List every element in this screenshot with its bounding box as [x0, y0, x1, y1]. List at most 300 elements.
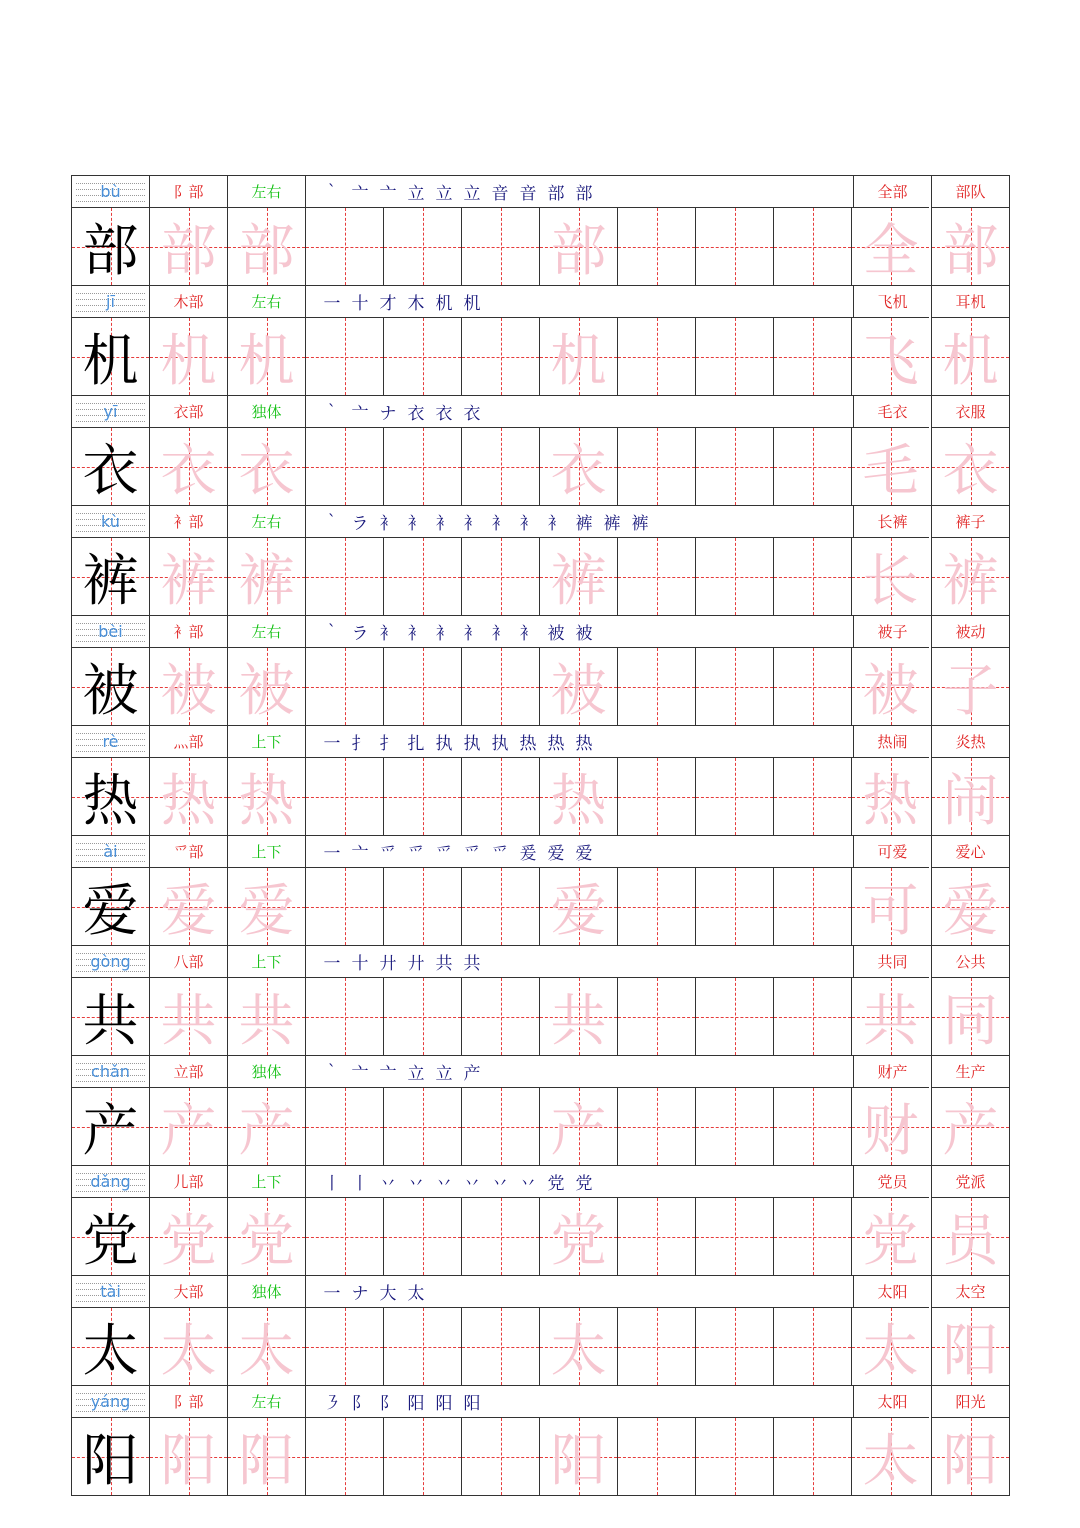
structure: 独体 [251, 1283, 282, 1301]
tianzige-box[interactable] [773, 1087, 851, 1165]
tianzige-box[interactable] [851, 427, 929, 505]
tianzige-box[interactable] [383, 1087, 461, 1165]
pinyin: rè [102, 732, 119, 751]
stroke-order [318, 506, 654, 537]
tianzige-box[interactable] [149, 207, 227, 285]
trace-character: 裤 [550, 548, 607, 614]
tianzige-box[interactable] [695, 867, 773, 945]
word-cell [931, 175, 1010, 207]
tianzige-box[interactable] [227, 647, 305, 725]
guide-line-vertical [423, 978, 424, 1055]
tianzige-box[interactable] [461, 1087, 539, 1165]
guide-line-vertical [501, 1088, 502, 1165]
tianzige-box[interactable] [695, 537, 773, 615]
stroke-step: 党 [547, 1174, 565, 1194]
tianzige-box[interactable] [617, 317, 695, 395]
stroke-step: 亠 [351, 184, 369, 204]
character-block [71, 1385, 1010, 1495]
tianzige-box[interactable] [227, 867, 305, 945]
word-cell [931, 1055, 1010, 1087]
tianzige-box[interactable] [931, 867, 1010, 945]
trace-word-character: 飞 [862, 328, 919, 394]
word-cell [853, 505, 931, 537]
structure-cell [227, 615, 305, 647]
trace-character: 产 [238, 1098, 295, 1164]
writing-grid-row [71, 1197, 1010, 1275]
word-cell [853, 175, 931, 207]
tianzige-box[interactable] [383, 1307, 461, 1385]
tianzige-box[interactable] [305, 427, 383, 505]
tianzige-box[interactable] [617, 1307, 695, 1385]
tianzige-box[interactable] [539, 537, 617, 615]
trace-character: 机 [550, 328, 607, 394]
pinyin-cell [71, 1055, 149, 1087]
stroke-step: ` [327, 511, 337, 532]
tianzige-box[interactable] [305, 867, 383, 945]
tianzige-box[interactable] [773, 537, 851, 615]
tianzige-box[interactable] [695, 1307, 773, 1385]
info-row [71, 1055, 1010, 1087]
tianzige-box[interactable] [305, 317, 383, 395]
radical-cell [149, 615, 227, 647]
stroke-order [318, 396, 486, 427]
word: 被动 [955, 623, 986, 641]
tianzige-box[interactable] [539, 1307, 617, 1385]
stroke-step: 党 [575, 1174, 593, 1194]
tianzige-box[interactable] [617, 1417, 695, 1495]
pinyin: bù [100, 182, 121, 201]
tianzige-box[interactable] [931, 317, 1010, 395]
tianzige-box[interactable] [149, 537, 227, 615]
tianzige-box[interactable] [617, 757, 695, 835]
stroke-step: 产 [463, 1064, 481, 1084]
info-row [71, 1165, 1010, 1197]
tianzige-box[interactable] [851, 1417, 929, 1495]
radical-cell [149, 1275, 227, 1307]
tianzige-box[interactable] [227, 1197, 305, 1275]
model-character: 热 [82, 768, 139, 834]
tianzige-box[interactable] [383, 1417, 461, 1495]
stroke-step: 阝 [379, 1394, 397, 1414]
stroke-step: 共 [435, 954, 453, 974]
pinyin-cell [71, 175, 149, 207]
tianzige-box[interactable] [461, 1307, 539, 1385]
tianzige-box[interactable] [931, 1197, 1010, 1275]
tianzige-box[interactable] [305, 1417, 383, 1495]
tianzige-box[interactable] [931, 207, 1010, 285]
tianzige-box[interactable] [539, 757, 617, 835]
tianzige-box[interactable] [617, 537, 695, 615]
tianzige-box[interactable] [695, 317, 773, 395]
tianzige-box[interactable] [227, 1417, 305, 1495]
stroke-step: 太 [407, 1284, 425, 1304]
tianzige-box[interactable] [383, 977, 461, 1055]
tianzige-box[interactable] [931, 647, 1010, 725]
structure-cell [227, 725, 305, 757]
tianzige-box[interactable] [149, 647, 227, 725]
structure-cell [227, 1385, 305, 1417]
writing-grid-row [71, 977, 1010, 1055]
word-cell [853, 1385, 931, 1417]
stroke-step: 丷 [407, 1174, 425, 1194]
tianzige-box[interactable] [227, 757, 305, 835]
tianzige-box[interactable] [227, 977, 305, 1055]
tianzige-box[interactable] [695, 977, 773, 1055]
tianzige-box[interactable] [773, 647, 851, 725]
structure-cell [227, 835, 305, 867]
tianzige-box[interactable] [461, 1197, 539, 1275]
stroke-step: 阳 [463, 1394, 481, 1414]
tianzige-box[interactable] [773, 867, 851, 945]
tianzige-box[interactable] [227, 427, 305, 505]
guide-line-vertical [735, 1308, 736, 1385]
trace-word-character: 党 [862, 1208, 919, 1274]
tianzige-box[interactable] [383, 317, 461, 395]
tianzige-box[interactable] [305, 977, 383, 1055]
stroke-step: 一 [323, 1284, 341, 1304]
stroke-order [318, 1386, 486, 1417]
stroke-step: 衣 [463, 404, 481, 424]
tianzige-box[interactable] [773, 1197, 851, 1275]
guide-line-vertical [345, 1308, 346, 1385]
tianzige-box[interactable] [305, 1087, 383, 1165]
info-row [71, 505, 1010, 537]
tianzige-box[interactable] [149, 1197, 227, 1275]
radical: 大部 [173, 1283, 204, 1301]
guide-line-vertical [735, 648, 736, 725]
tianzige-box[interactable] [851, 1197, 929, 1275]
tianzige-box[interactable] [695, 1417, 773, 1495]
stroke-step: 爫 [435, 844, 453, 864]
tianzige-box[interactable] [383, 427, 461, 505]
radical-cell [149, 1165, 227, 1197]
structure: 左右 [251, 513, 282, 531]
tianzige-box[interactable] [305, 207, 383, 285]
trace-word-character: 被 [862, 658, 919, 724]
tianzige-box[interactable] [931, 1307, 1010, 1385]
tianzige-box[interactable] [539, 977, 617, 1055]
guide-line-vertical [423, 208, 424, 285]
tianzige-box[interactable] [149, 757, 227, 835]
tianzige-box[interactable] [617, 867, 695, 945]
radical-cell [149, 1055, 227, 1087]
stroke-order [318, 836, 598, 867]
trace-word-character: 热 [862, 768, 919, 834]
writing-grid-row [71, 1417, 1010, 1495]
tianzige-box[interactable] [851, 207, 929, 285]
guide-line-vertical [423, 1198, 424, 1275]
stroke-order-cell [305, 835, 853, 867]
stroke-step: 丷 [379, 1174, 397, 1194]
stroke-order [318, 726, 598, 757]
guide-line-vertical [423, 318, 424, 395]
guide-line-vertical [501, 758, 502, 835]
trace-character: 阳 [160, 1428, 217, 1494]
tianzige-box[interactable] [695, 757, 773, 835]
tianzige-box[interactable] [617, 207, 695, 285]
radical-cell [149, 175, 227, 207]
pinyin-cell [71, 1165, 149, 1197]
stroke-order-cell [305, 945, 853, 977]
pinyin: ài [103, 842, 118, 861]
tianzige-box[interactable] [461, 867, 539, 945]
tianzige-box[interactable] [851, 977, 929, 1055]
trace-word-character: 子 [942, 658, 999, 724]
tianzige-box[interactable] [383, 647, 461, 725]
tianzige-box[interactable] [695, 427, 773, 505]
model-character-box [71, 537, 149, 615]
tianzige-box[interactable] [383, 757, 461, 835]
model-character-box [71, 317, 149, 395]
tianzige-box[interactable] [931, 427, 1010, 505]
guide-line-vertical [501, 868, 502, 945]
radical: 木部 [173, 293, 204, 311]
tianzige-box[interactable] [461, 647, 539, 725]
stroke-step: 部 [575, 184, 593, 204]
tianzige-box[interactable] [851, 757, 929, 835]
trace-character: 裤 [238, 548, 295, 614]
trace-character: 党 [160, 1208, 217, 1274]
info-row [71, 1385, 1010, 1417]
radical: 阝部 [173, 183, 204, 201]
tianzige-box[interactable] [149, 1417, 227, 1495]
tianzige-box[interactable] [773, 207, 851, 285]
pinyin-cell [71, 725, 149, 757]
tianzige-box[interactable] [851, 317, 929, 395]
structure: 左右 [251, 293, 282, 311]
guide-line-vertical [813, 648, 814, 725]
tianzige-box[interactable] [461, 207, 539, 285]
tianzige-box[interactable] [617, 1197, 695, 1275]
stroke-step: 立 [435, 1064, 453, 1084]
guide-line-vertical [813, 318, 814, 395]
guide-line-vertical [423, 648, 424, 725]
trace-word-character: 衣 [942, 438, 999, 504]
trace-character: 被 [238, 658, 295, 724]
tianzige-box[interactable] [383, 1197, 461, 1275]
word-cell [853, 615, 931, 647]
structure-cell [227, 505, 305, 537]
tianzige-box[interactable] [617, 977, 695, 1055]
tianzige-box[interactable] [149, 977, 227, 1055]
tianzige-box[interactable] [695, 1087, 773, 1165]
trace-character: 太 [160, 1318, 217, 1384]
pinyin: chǎn [91, 1062, 130, 1081]
word-cell [853, 945, 931, 977]
tianzige-box[interactable] [931, 1417, 1010, 1495]
stroke-step: 大 [379, 1284, 397, 1304]
tianzige-box[interactable] [931, 977, 1010, 1055]
trace-character: 产 [160, 1098, 217, 1164]
radical-cell [149, 285, 227, 317]
stroke-step: 衤 [491, 514, 509, 534]
tianzige-box[interactable] [461, 1417, 539, 1495]
character-block [71, 1165, 1010, 1275]
trace-word-character: 机 [942, 328, 999, 394]
tianzige-box[interactable] [539, 207, 617, 285]
stroke-step: 衤 [435, 624, 453, 644]
stroke-step: 共 [463, 954, 481, 974]
trace-character: 衣 [160, 438, 217, 504]
tianzige-box[interactable] [383, 867, 461, 945]
tianzige-box[interactable] [695, 647, 773, 725]
tianzige-box[interactable] [383, 207, 461, 285]
guide-line-vertical [345, 1088, 346, 1165]
character-block [71, 285, 1010, 395]
tianzige-box[interactable] [305, 1197, 383, 1275]
tianzige-box[interactable] [149, 317, 227, 395]
stroke-step: 执 [463, 734, 481, 754]
tianzige-box[interactable] [149, 427, 227, 505]
stroke-step: 裤 [575, 514, 593, 534]
tianzige-box[interactable] [539, 1087, 617, 1165]
guide-line-vertical [735, 208, 736, 285]
guide-line-vertical [345, 758, 346, 835]
tianzige-box[interactable] [539, 427, 617, 505]
structure: 左右 [251, 623, 282, 641]
tianzige-box[interactable] [539, 1197, 617, 1275]
tianzige-box[interactable] [851, 1087, 929, 1165]
stroke-step: 扌 [379, 734, 397, 754]
trace-character: 衣 [550, 438, 607, 504]
tianzige-box[interactable] [773, 757, 851, 835]
pinyin-cell [71, 505, 149, 537]
character-block [71, 395, 1010, 505]
tianzige-box[interactable] [383, 537, 461, 615]
tianzige-box[interactable] [539, 1417, 617, 1495]
tianzige-box[interactable] [461, 977, 539, 1055]
tianzige-box[interactable] [227, 537, 305, 615]
tianzige-box[interactable] [851, 537, 929, 615]
structure-cell [227, 1055, 305, 1087]
stroke-step: 衣 [435, 404, 453, 424]
guide-line-vertical [501, 1418, 502, 1495]
tianzige-box[interactable] [305, 1307, 383, 1385]
tianzige-box[interactable] [539, 867, 617, 945]
radical-cell [149, 395, 227, 427]
stroke-step: 裤 [603, 514, 621, 534]
tianzige-box[interactable] [695, 207, 773, 285]
model-character-box [71, 207, 149, 285]
tianzige-box[interactable] [149, 1087, 227, 1165]
stroke-step: 爱 [547, 844, 565, 864]
model-character: 机 [82, 328, 139, 394]
tianzige-box[interactable] [851, 1307, 929, 1385]
tianzige-box[interactable] [931, 537, 1010, 615]
stroke-step: 执 [491, 734, 509, 754]
guide-line-vertical [501, 978, 502, 1055]
radical: 衤部 [173, 513, 204, 531]
tianzige-box[interactable] [851, 647, 929, 725]
stroke-step: 十 [351, 954, 369, 974]
stroke-step: 被 [547, 624, 565, 644]
tianzige-box[interactable] [773, 427, 851, 505]
guide-line-vertical [735, 318, 736, 395]
guide-line-vertical [501, 318, 502, 395]
guide-line-vertical [735, 978, 736, 1055]
guide-line-vertical [657, 648, 658, 725]
tianzige-box[interactable] [695, 1197, 773, 1275]
info-row [71, 1275, 1010, 1307]
guide-line-vertical [345, 428, 346, 505]
stroke-step: ナ [379, 404, 397, 424]
guide-line-vertical [501, 428, 502, 505]
tianzige-box[interactable] [539, 647, 617, 725]
character-block [71, 1275, 1010, 1385]
tianzige-box[interactable] [227, 317, 305, 395]
tianzige-box[interactable] [773, 317, 851, 395]
tianzige-box[interactable] [305, 757, 383, 835]
stroke-step: 音 [519, 184, 537, 204]
info-row [71, 615, 1010, 647]
model-character: 共 [82, 988, 139, 1054]
word: 公共 [955, 953, 986, 971]
tianzige-box[interactable] [149, 867, 227, 945]
guide-line-vertical [657, 978, 658, 1055]
tianzige-box[interactable] [461, 317, 539, 395]
tianzige-box[interactable] [461, 537, 539, 615]
tianzige-box[interactable] [617, 647, 695, 725]
tianzige-box[interactable] [773, 1417, 851, 1495]
tianzige-box[interactable] [931, 757, 1010, 835]
trace-word-character: 产 [942, 1098, 999, 1164]
stroke-step: 衤 [547, 514, 565, 534]
stroke-step: 衤 [435, 514, 453, 534]
word: 长裤 [877, 513, 908, 531]
tianzige-box[interactable] [539, 317, 617, 395]
sheet-bottom-border [71, 1495, 1010, 1496]
tianzige-box[interactable] [851, 867, 929, 945]
word: 太空 [955, 1283, 986, 1301]
structure: 上下 [251, 1173, 282, 1191]
tianzige-box[interactable] [149, 1307, 227, 1385]
stroke-step: ` [327, 1061, 337, 1082]
stroke-step: 一 [323, 734, 341, 754]
stroke-order-cell [305, 1165, 853, 1197]
tianzige-box[interactable] [227, 207, 305, 285]
tianzige-box[interactable] [773, 1307, 851, 1385]
guide-line-vertical [657, 1308, 658, 1385]
tianzige-box[interactable] [773, 977, 851, 1055]
tianzige-box[interactable] [617, 1087, 695, 1165]
tianzige-box[interactable] [305, 537, 383, 615]
word-cell [931, 1275, 1010, 1307]
pinyin-cell [71, 835, 149, 867]
stroke-order-cell [305, 615, 853, 647]
tianzige-box[interactable] [305, 647, 383, 725]
stroke-step: 亠 [351, 1064, 369, 1084]
stroke-step: 衣 [407, 404, 425, 424]
stroke-step: 衤 [491, 624, 509, 644]
tianzige-box[interactable] [931, 1087, 1010, 1165]
word: 生产 [955, 1063, 986, 1081]
guide-line-vertical [423, 868, 424, 945]
trace-character: 被 [550, 658, 607, 724]
tianzige-box[interactable] [227, 1307, 305, 1385]
pinyin: kù [101, 512, 120, 531]
worksheet [71, 175, 1010, 1495]
word: 飞机 [877, 293, 908, 311]
stroke-step: 衤 [463, 514, 481, 534]
guide-line-vertical [735, 1198, 736, 1275]
tianzige-box[interactable] [227, 1087, 305, 1165]
tianzige-box[interactable] [461, 427, 539, 505]
pinyin: yī [103, 402, 118, 421]
guide-line-vertical [735, 428, 736, 505]
character-block [71, 835, 1010, 945]
tianzige-box[interactable] [461, 757, 539, 835]
tianzige-box[interactable] [617, 427, 695, 505]
